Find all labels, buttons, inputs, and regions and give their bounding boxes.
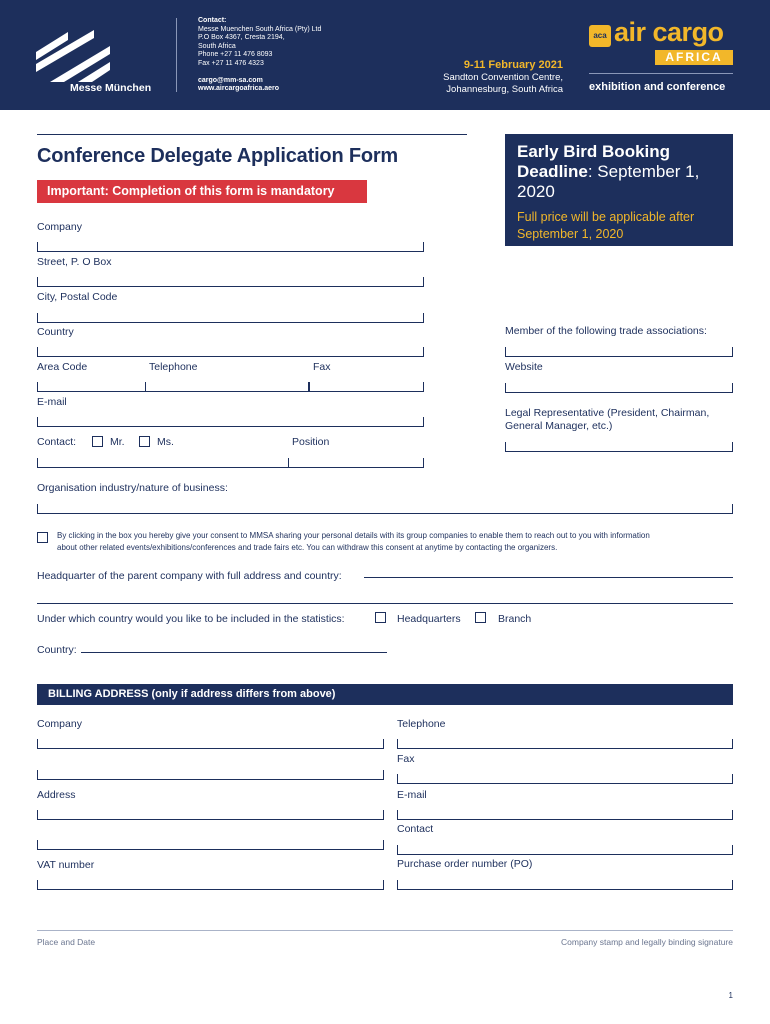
consent-line: about other related events/exhibitions/conferences and trade fairs etc. You can withdraw this consent at anytime by contacting the organizers. bbox=[57, 542, 558, 552]
contact-name-field[interactable] bbox=[37, 458, 289, 468]
early-bird-box bbox=[505, 134, 733, 246]
city-label: City, Postal Code bbox=[37, 291, 118, 303]
legal-rep-label: Legal Representative (President, Chairman, bbox=[505, 407, 710, 419]
billing-vat-field[interactable] bbox=[37, 880, 384, 890]
company-label: Company bbox=[37, 221, 82, 233]
billing-email-label: E-mail bbox=[397, 789, 427, 801]
consent-line: By clicking in the box you hereby give your consent to MMSA sharing your personal details with its group companies to enable them to reach out to you with information bbox=[57, 531, 650, 540]
email-field[interactable] bbox=[37, 417, 424, 427]
consent-checkbox[interactable] bbox=[37, 532, 48, 543]
billing-company-field[interactable] bbox=[37, 739, 384, 749]
mr-checkbox[interactable] bbox=[92, 436, 103, 447]
billing-po-label: Purchase order number (PO) bbox=[397, 858, 533, 870]
statistics-label: Under which country would you like to be included in the statistics: bbox=[37, 613, 345, 625]
website-field[interactable] bbox=[505, 383, 733, 393]
event-venue bbox=[443, 72, 563, 96]
billing-address-field-line2[interactable] bbox=[37, 840, 384, 850]
branch-checkbox[interactable] bbox=[475, 612, 486, 623]
country-label: Country bbox=[37, 326, 74, 338]
billing-company-field-line2[interactable] bbox=[37, 770, 384, 780]
place-date-label: Place and Date bbox=[37, 937, 96, 947]
area-code-field[interactable] bbox=[37, 382, 146, 392]
early-bird-note: Full price will be applicable after September 1, 2020 bbox=[517, 210, 695, 241]
brand-africa-label: AFRICA bbox=[655, 50, 733, 65]
billing-vat-label: VAT number bbox=[37, 859, 95, 871]
contact-title: Contact: bbox=[198, 17, 227, 24]
contact-label: Contact: bbox=[37, 436, 77, 448]
early-bird-heading-bold: Early Bird Booking Deadline bbox=[517, 142, 671, 181]
page-header bbox=[0, 0, 770, 110]
event-date: 9-11 February 2021 bbox=[463, 59, 563, 71]
brand-wordmark: air cargo bbox=[614, 17, 724, 47]
headquarter-field-line2[interactable] bbox=[37, 603, 733, 604]
trade-association-label: Member of the following trade associations: bbox=[505, 325, 707, 337]
ms-label: Ms. bbox=[157, 436, 174, 448]
legal-rep-label-line2: General Manager, etc.) bbox=[505, 420, 613, 432]
fax-field[interactable] bbox=[309, 382, 424, 392]
form-title: Conference Delegate Application Form bbox=[37, 145, 399, 167]
website-label: Website bbox=[505, 361, 543, 373]
billing-telephone-label: Telephone bbox=[397, 718, 446, 730]
venue-line: Johannesburg, South Africa bbox=[446, 84, 563, 95]
billing-address-label: Address bbox=[37, 789, 76, 801]
telephone-label: Telephone bbox=[149, 361, 198, 373]
fax-label: Fax bbox=[313, 361, 331, 373]
mandatory-notice: Important: Completion of this form is mandatory bbox=[37, 180, 367, 203]
early-bird-heading-date: : September 1, 2020 bbox=[517, 162, 700, 201]
headquarters-option-label: Headquarters bbox=[397, 613, 461, 625]
headquarters-checkbox[interactable] bbox=[375, 612, 386, 623]
ms-checkbox[interactable] bbox=[139, 436, 150, 447]
branch-option-label: Branch bbox=[498, 613, 532, 625]
company-field[interactable] bbox=[37, 242, 424, 252]
country-field[interactable] bbox=[37, 347, 424, 357]
area-code-label: Area Code bbox=[37, 361, 88, 373]
air-cargo-africa-badge-icon: aca bbox=[589, 25, 611, 47]
organizer-name: Messe München bbox=[70, 82, 152, 94]
billing-contact-label: Contact bbox=[397, 823, 434, 835]
billing-heading: BILLING ADDRESS (only if address differs from above) bbox=[37, 684, 733, 705]
headquarter-label: Headquarter of the parent company with full address and country: bbox=[37, 570, 342, 582]
street-label: Street, P. O Box bbox=[37, 256, 112, 268]
brand-divider bbox=[589, 73, 733, 74]
billing-email-field[interactable] bbox=[397, 810, 733, 820]
stats-country-field[interactable] bbox=[81, 652, 387, 653]
industry-field[interactable] bbox=[37, 504, 733, 514]
billing-address-field[interactable] bbox=[37, 810, 384, 820]
mr-label: Mr. bbox=[110, 436, 125, 448]
early-bird-heading bbox=[517, 142, 721, 202]
billing-contact-field[interactable] bbox=[397, 845, 733, 855]
billing-fax-field[interactable] bbox=[397, 774, 733, 784]
contact-website-link[interactable]: www.aircargoafrica.aero bbox=[198, 85, 280, 93]
contact-line: Messe Muenchen South Africa (Pty) Ltd bbox=[198, 25, 322, 33]
billing-company-label: Company bbox=[37, 718, 82, 730]
contact-block bbox=[198, 17, 321, 94]
email-label: E-mail bbox=[37, 396, 67, 408]
industry-label: Organisation industry/nature of business: bbox=[37, 482, 228, 494]
brand-tagline: exhibition and conference bbox=[589, 81, 726, 93]
legal-rep-field[interactable] bbox=[505, 442, 733, 452]
contact-line: Fax +27 11 476 4323 bbox=[198, 59, 264, 67]
signature-rule bbox=[37, 930, 733, 931]
headquarter-field[interactable] bbox=[364, 577, 733, 578]
header-divider bbox=[176, 18, 177, 92]
billing-fax-label: Fax bbox=[397, 753, 415, 765]
position-label: Position bbox=[292, 436, 330, 448]
position-field[interactable] bbox=[289, 458, 424, 468]
consent-text bbox=[57, 530, 733, 553]
title-rule bbox=[37, 134, 467, 135]
stamp-signature-label: Company stamp and legally binding signature bbox=[561, 937, 733, 947]
contact-line: P.O Box 4367, Cresta 2194, bbox=[198, 34, 285, 42]
venue-line: Sandton Convention Centre, bbox=[443, 72, 563, 83]
billing-telephone-field[interactable] bbox=[397, 739, 733, 749]
contact-line: South Africa bbox=[198, 42, 236, 50]
contact-email-link[interactable]: cargo@mm-sa.com bbox=[198, 76, 263, 84]
stats-country-label: Country: bbox=[37, 644, 77, 656]
page-number: 1 bbox=[728, 991, 733, 1000]
trade-association-field[interactable] bbox=[505, 347, 733, 357]
billing-po-field[interactable] bbox=[397, 880, 733, 890]
city-field[interactable] bbox=[37, 313, 424, 323]
contact-line: Phone +27 11 476 8093 bbox=[198, 51, 273, 59]
street-field[interactable] bbox=[37, 277, 424, 287]
telephone-field[interactable] bbox=[146, 382, 309, 392]
messe-muenchen-logo-icon bbox=[36, 30, 110, 82]
